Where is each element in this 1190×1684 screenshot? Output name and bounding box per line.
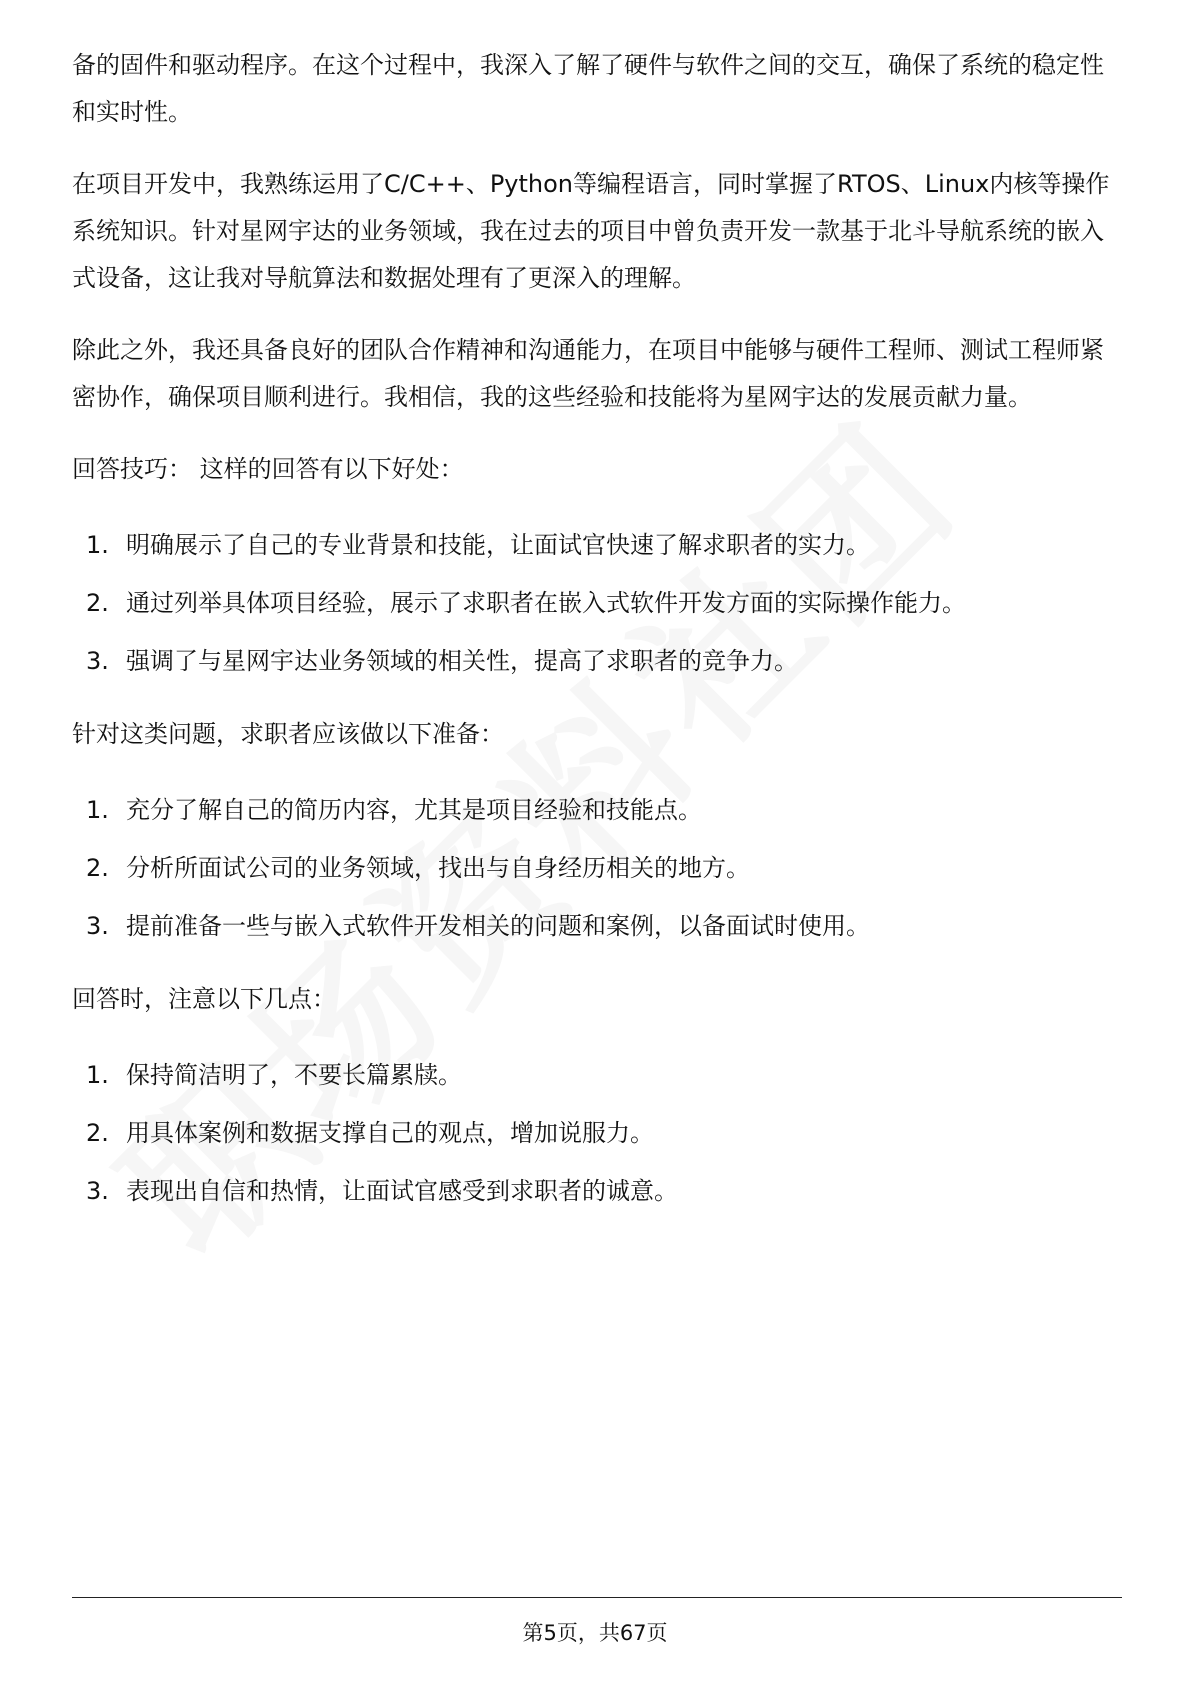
list-number: 2.: [86, 854, 109, 882]
list-item: [72, 1166, 1122, 1216]
list-item-text: 用具体案例和数据支撑自己的观点，增加说服力。: [126, 1119, 654, 1147]
list-item: [72, 1108, 1122, 1158]
list-item: [72, 520, 1122, 570]
list-item-text: 表现出自信和热情，让面试官感受到求职者的诚意。: [126, 1177, 678, 1205]
paragraph: 备的固件和驱动程序。在这个过程中，我深入了解了硬件与软件之间的交互，确保了系统的稳定性和实时性。: [72, 51, 1104, 126]
list-number: 3.: [86, 1177, 109, 1205]
list-number: 1.: [86, 796, 109, 824]
page-content: [72, 42, 1122, 1241]
list-item: [72, 636, 1122, 686]
list-item-text: 提前准备一些与嵌入式软件开发相关的问题和案例，以备面试时使用。: [126, 912, 870, 940]
section-heading-preparation: 针对这类问题，求职者应该做以下准备：: [72, 720, 504, 748]
list-item-text: 充分了解自己的简历内容，尤其是项目经验和技能点。: [126, 796, 702, 824]
list-number: 1.: [86, 531, 109, 559]
list-item-text: 保持简洁明了，不要长篇累牍。: [126, 1061, 462, 1089]
list-item: [72, 785, 1122, 835]
list-item-text: 通过列举具体项目经验，展示了求职者在嵌入式软件开发方面的实际操作能力。: [126, 589, 966, 617]
list-number: 1.: [86, 1061, 109, 1089]
list-item-text: 强调了与星网宇达业务领域的相关性，提高了求职者的竞争力。: [126, 647, 798, 675]
list-number: 2.: [86, 1119, 109, 1147]
list-item-text: 分析所面试公司的业务领域，找出与自身经历相关的地方。: [126, 854, 750, 882]
paragraph: 在项目开发中，我熟练运用了C/C++、Python等编程语言，同时掌握了RTOS、Linux内核等操作系统知识。针对星网宇达的业务领域，我在过去的项目中曾负责开发一款基于北斗导航系统的嵌入式设备，这让我对导航算法和数据处理有了更深入的理解。: [72, 170, 1110, 292]
list-number: 3.: [86, 647, 109, 675]
list-item: [72, 1050, 1122, 1100]
section-heading-answer-tips: 回答技巧： 这样的回答有以下好处：: [72, 455, 464, 483]
list-number: 3.: [86, 912, 109, 940]
paragraph: 除此之外，我还具备良好的团队合作精神和沟通能力，在项目中能够与硬件工程师、测试工程师紧密协作，确保项目顺利进行。我相信，我的这些经验和技能将为星网宇达的发展贡献力量。: [72, 336, 1104, 411]
answer-tips-list: [72, 520, 1122, 686]
answer-notes-list: [72, 1050, 1122, 1216]
section-heading-answer-notes: 回答时，注意以下几点：: [72, 985, 336, 1013]
preparation-list: [72, 785, 1122, 951]
footer-divider: [72, 1597, 1122, 1598]
list-item-text: 明确展示了自己的专业背景和技能，让面试官快速了解求职者的实力。: [126, 531, 870, 559]
list-item: [72, 578, 1122, 628]
list-item: [72, 843, 1122, 893]
list-item: [72, 901, 1122, 951]
page-number: 第5页，共67页: [522, 1621, 668, 1645]
list-number: 2.: [86, 589, 109, 617]
